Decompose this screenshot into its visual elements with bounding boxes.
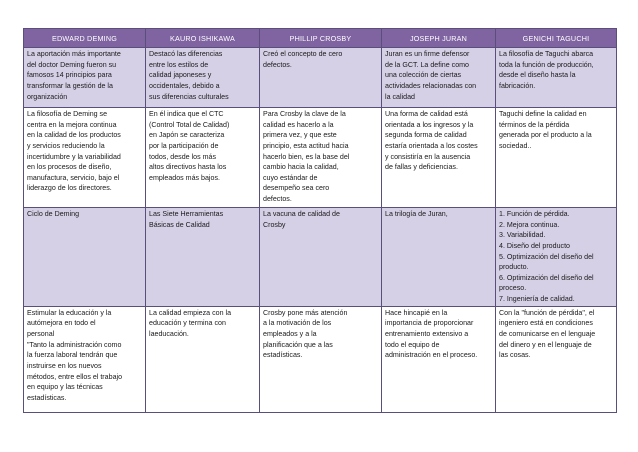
cell-text-line: manufactura, servicio, bajo el <box>27 173 120 182</box>
cell-text-line: La aportación más importante <box>27 50 121 58</box>
cell-text-line: personal <box>27 330 55 339</box>
cell-text-line: desde el diseño hasta la <box>499 71 576 80</box>
cell-text-line: en los procesos de diseño, <box>27 163 112 172</box>
cell-text-line: 2. Mejora continua. <box>499 220 560 229</box>
cell-text-line: en equipo y las técnicas <box>27 383 103 392</box>
cell-text-line: sociedad.. <box>499 141 532 150</box>
cell-text-line: 1. Función de pérdida. <box>499 210 570 218</box>
cell-text-line: Hace hincapié en la <box>385 308 448 317</box>
cell-text-line: La filosofía de Deming se <box>27 110 108 118</box>
cell-text-line: autómejora en todo el <box>27 319 96 328</box>
table-row <box>24 108 617 208</box>
cell-text-line: sus diferencias culturales <box>149 92 229 101</box>
cell-text-line: entrenamiento extensivo a <box>385 330 469 339</box>
cell-ishikawa <box>146 208 260 307</box>
cell-text-line: la fuerza laboral tendrán que <box>27 351 118 360</box>
cell-text-line: Las Siete Herramientas <box>149 210 224 218</box>
cell-text-line: todos, desde los más <box>149 152 217 161</box>
cell-text-line: empleados más bajos. <box>149 173 220 182</box>
cell-text-line: proceso. <box>499 284 527 293</box>
cell-text-line: Juran es un firme defensor <box>385 50 470 58</box>
cell-text-line: liderazgo de los directores. <box>27 184 112 193</box>
cell-text-line: la calidad <box>385 92 415 101</box>
cell-text-line: y consistiría en la ausencia <box>385 152 471 161</box>
cell-text-line: incertidumbre y la variabilidad <box>27 152 121 161</box>
cell-text-line: orientada a los ingresos y la <box>385 120 474 129</box>
cell-text-line: organización <box>27 92 68 101</box>
cell-text-line: a la motivación de los <box>263 319 332 328</box>
cell-text-line: cuyo estándar de <box>263 173 318 182</box>
cell-text-line: Crosby <box>263 220 286 229</box>
cell-crosby <box>260 108 382 208</box>
cell-text-line: principio, esta actitud hacia <box>263 141 349 150</box>
cell-text-line: defectos. <box>263 60 292 69</box>
table-row <box>24 48 617 108</box>
cell-text-line: primera vez, y que este <box>263 131 337 140</box>
cell-text-line: Destacó las diferencias <box>149 50 223 58</box>
cell-text-line: Creó el concepto de cero <box>263 50 343 58</box>
cell-text-line: estaría orientada a los costes <box>385 141 478 150</box>
cell-deming <box>24 48 146 108</box>
cell-ishikawa <box>146 108 260 208</box>
cell-text-line: (Control Total de Calidad) <box>149 120 230 129</box>
cell-text-line: Con la "función de pérdida", el <box>499 308 595 317</box>
cell-text-line: por la participación de <box>149 141 219 150</box>
cell-text-line: toda la función de producción, <box>499 60 594 69</box>
cell-text-line: centra en la mejora continua <box>27 120 117 129</box>
cell-text-line: calidad es hacerlo a la <box>263 120 334 129</box>
header-deming: EDWARD DEMING <box>24 29 146 48</box>
cell-text-line: laeducación. <box>149 330 189 339</box>
cell-text-line: en la calidad de los productos <box>27 131 121 140</box>
cell-text-line: La vacuna de calidad de <box>263 210 340 218</box>
cell-deming <box>24 306 146 412</box>
quality-gurus-table <box>23 28 617 413</box>
cell-taguchi <box>496 208 617 307</box>
cell-taguchi <box>496 108 617 208</box>
cell-text-line: La filosofía de Taguchi abarca <box>499 50 594 58</box>
cell-text-line: transformar la gestión de la <box>27 81 113 90</box>
cell-juran <box>382 108 496 208</box>
cell-text-line: "Tanto la administración como <box>27 340 122 349</box>
cell-text-line: de la GCT. La define como <box>385 60 469 69</box>
cell-text-line: entre los estilos de <box>149 60 209 69</box>
cell-text-line: fabricación. <box>499 81 536 90</box>
cell-taguchi <box>496 48 617 108</box>
cell-text-line: 7. Ingeniería de calidad. <box>499 295 575 304</box>
cell-text-line: cambio hacia la calidad, <box>263 163 339 172</box>
cell-text-line: administración en el proceso. <box>385 351 478 360</box>
cell-text-line: En él indica que el CTC <box>149 110 224 118</box>
cell-text-line: defectos. <box>263 195 292 204</box>
cell-text-line: 5. Optimización del diseño del <box>499 252 594 261</box>
cell-text-line: educación y termina con <box>149 319 226 328</box>
cell-text-line: actividades relacionadas con <box>385 81 477 90</box>
cell-text-line: de comunicarse en el lenguaje <box>499 330 596 339</box>
header-juran: JOSEPH JURAN <box>382 29 496 48</box>
table-row <box>24 306 617 412</box>
cell-text-line: empleados y a la <box>263 330 317 339</box>
cell-text-line: estadísticas. <box>27 393 67 402</box>
header-taguchi: GENICHI TAGUCHI <box>496 29 617 48</box>
cell-text-line: occidentales, debido a <box>149 81 220 90</box>
cell-text-line: hacerlo bien, es la base del <box>263 152 350 161</box>
cell-text-line: 3. Variabilidad. <box>499 231 546 240</box>
cell-deming <box>24 208 146 307</box>
cell-crosby <box>260 48 382 108</box>
comparison-table-container <box>23 28 616 413</box>
cell-taguchi <box>496 306 617 412</box>
cell-text-line: importancia de proporcionar <box>385 319 474 328</box>
cell-crosby <box>260 208 382 307</box>
cell-text-line: una colección de ciertas <box>385 71 462 80</box>
cell-text-line: desempeño sea cero <box>263 184 330 193</box>
cell-text-line: generada por el producto a la <box>499 131 592 140</box>
cell-text-line: Una forma de calidad está <box>385 110 468 118</box>
cell-text-line: Taguchi define la calidad en <box>499 110 587 118</box>
cell-text-line: famosos 14 principios para <box>27 71 112 80</box>
cell-text-line: planificación que a las <box>263 340 333 349</box>
table-row <box>24 208 617 307</box>
cell-text-line: La calidad empieza con la <box>149 308 232 317</box>
cell-text-line: de fallas y deficiencias. <box>385 163 458 172</box>
cell-juran <box>382 306 496 412</box>
header-row <box>24 29 617 48</box>
cell-text-line: términos de la pérdida <box>499 120 570 129</box>
cell-crosby <box>260 306 382 412</box>
cell-text-line: Básicas de Calidad <box>149 220 210 229</box>
cell-text-line: Crosby pone más atención <box>263 308 348 317</box>
cell-text-line: métodos, entre ellos el trabajo <box>27 372 123 381</box>
cell-text-line: y servicios reduciendo la <box>27 141 105 150</box>
cell-text-line: las cosas. <box>499 351 531 360</box>
cell-text-line: estadísticas. <box>263 351 303 360</box>
cell-deming <box>24 108 146 208</box>
cell-text-line: 6. Optimización del diseño del <box>499 273 594 282</box>
cell-text-line: instruirse en los nuevos <box>27 361 102 370</box>
cell-text-line: en Japón se caracteriza <box>149 131 225 140</box>
cell-text-line: ingeniero está en condiciones <box>499 319 593 328</box>
header-crosby: PHILLIP CROSBY <box>260 29 382 48</box>
cell-text-line: altos directivos hasta los <box>149 163 227 172</box>
cell-ishikawa <box>146 48 260 108</box>
cell-text-line: todo el equipo de <box>385 340 440 349</box>
cell-juran <box>382 208 496 307</box>
cell-text-line: Estimular la educación y la <box>27 308 112 317</box>
header-ishikawa: KAURO ISHIKAWA <box>146 29 260 48</box>
cell-text-line: Para Crosby la clave de la <box>263 110 346 118</box>
cell-text-line: del doctor Deming fueron su <box>27 60 117 69</box>
cell-text-line: 4. Diseño del producto <box>499 241 570 250</box>
cell-text-line: del dinero y en el lenguaje de <box>499 340 592 349</box>
cell-ishikawa <box>146 306 260 412</box>
cell-text-line: producto. <box>499 263 529 272</box>
cell-text-line: segunda forma de calidad <box>385 131 467 140</box>
cell-text-line: calidad japoneses y <box>149 71 212 80</box>
cell-text-line: Ciclo de Deming <box>27 210 80 218</box>
cell-text-line: La trilogía de Juran, <box>385 210 448 218</box>
cell-juran <box>382 48 496 108</box>
